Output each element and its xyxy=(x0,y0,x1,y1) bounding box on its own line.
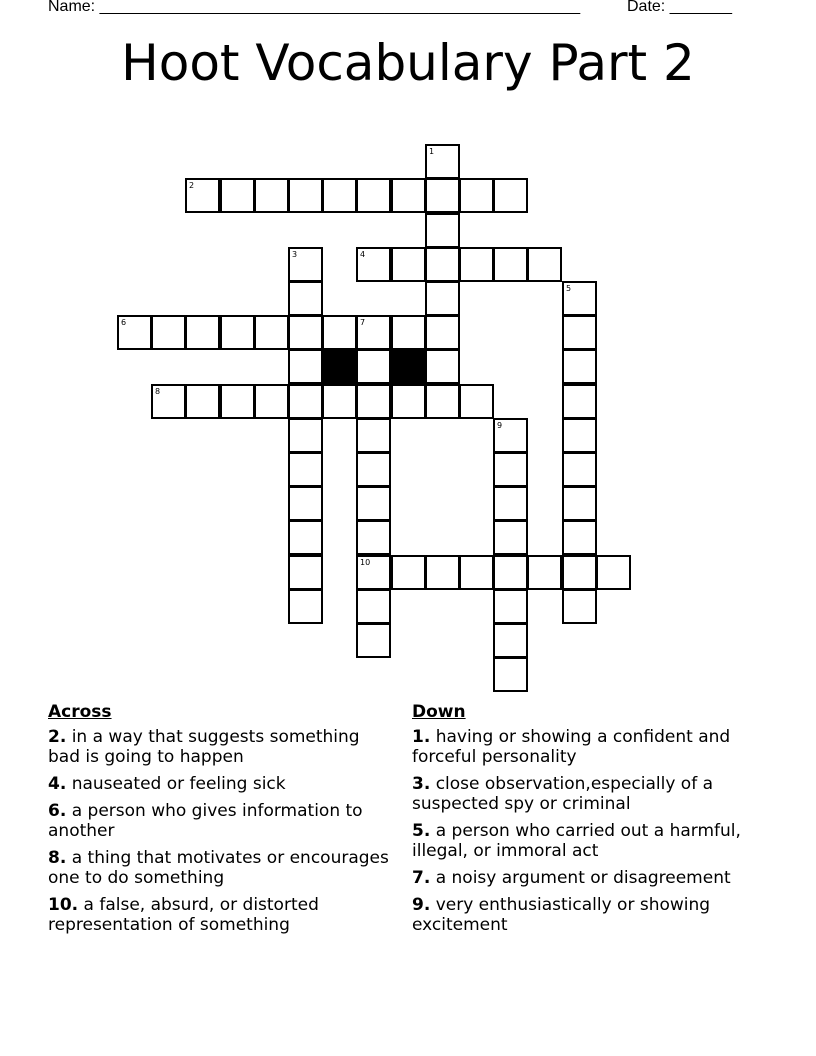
grid-cell[interactable] xyxy=(425,384,460,419)
grid-cell[interactable] xyxy=(391,555,426,590)
across-clues xyxy=(48,702,393,942)
grid-cell[interactable] xyxy=(322,315,357,350)
grid-cell[interactable] xyxy=(254,384,289,419)
clue-item xyxy=(48,727,393,767)
clue-item-text: nauseated or feeling sick xyxy=(66,774,286,794)
clue-item-text: having or showing a confident and forceful personality xyxy=(412,727,731,767)
grid-cell[interactable] xyxy=(356,384,391,419)
name-field-label: Name: ______________________________________________________ xyxy=(48,0,581,15)
clue-item xyxy=(48,801,393,841)
grid-cell[interactable] xyxy=(527,247,562,282)
grid-cell[interactable] xyxy=(288,520,323,555)
clue-item xyxy=(412,774,757,814)
grid-cell[interactable] xyxy=(596,555,631,590)
clue-item xyxy=(412,895,757,935)
grid-cell[interactable] xyxy=(356,555,391,590)
grid-cell[interactable] xyxy=(288,349,323,384)
grid-cell[interactable] xyxy=(493,486,528,521)
grid-cell[interactable] xyxy=(493,452,528,487)
grid-cell[interactable] xyxy=(151,315,186,350)
grid-cell[interactable] xyxy=(322,384,357,419)
clue-number: 1 xyxy=(429,147,435,156)
grid-cell[interactable] xyxy=(288,589,323,624)
grid-cell[interactable] xyxy=(391,315,426,350)
clue-item-number: 5. xyxy=(412,821,431,841)
grid-cell[interactable] xyxy=(562,418,597,453)
grid-cell[interactable] xyxy=(493,178,528,213)
grid-cell[interactable] xyxy=(459,247,494,282)
grid-cell[interactable] xyxy=(254,315,289,350)
grid-cell[interactable] xyxy=(425,213,460,248)
grid-cell[interactable] xyxy=(425,555,460,590)
clue-item xyxy=(412,727,757,767)
clue-item-number: 10. xyxy=(48,895,79,915)
grid-cell[interactable] xyxy=(288,418,323,453)
grid-cell[interactable] xyxy=(562,589,597,624)
grid-cell[interactable] xyxy=(391,247,426,282)
grid-cell[interactable] xyxy=(391,384,426,419)
grid-cell[interactable] xyxy=(459,555,494,590)
grid-cell[interactable] xyxy=(562,281,597,316)
grid-cell[interactable] xyxy=(493,623,528,658)
down-heading: Down xyxy=(412,702,466,722)
clue-item xyxy=(48,895,393,935)
grid-cell[interactable] xyxy=(562,384,597,419)
grid-cell[interactable] xyxy=(425,281,460,316)
clue-number: 10 xyxy=(360,558,371,567)
date-field-label: Date: _______ xyxy=(627,0,732,15)
grid-cell[interactable] xyxy=(562,555,597,590)
clue-item-number: 9. xyxy=(412,895,431,915)
grid-cell[interactable] xyxy=(562,349,597,384)
grid-cell[interactable] xyxy=(185,315,220,350)
clue-item-number: 7. xyxy=(412,868,431,888)
grid-cell[interactable] xyxy=(425,247,460,282)
grid-cell[interactable] xyxy=(391,178,426,213)
grid-cell[interactable] xyxy=(562,520,597,555)
down-clue-list xyxy=(412,727,757,935)
clue-number: 9 xyxy=(497,421,503,430)
grid-cell[interactable] xyxy=(356,178,391,213)
grid-cell[interactable] xyxy=(220,178,255,213)
grid-cell[interactable] xyxy=(185,384,220,419)
grid-cell[interactable] xyxy=(356,486,391,521)
clue-item-text: in a way that suggests something bad is going to happen xyxy=(48,727,360,767)
grid-cell[interactable] xyxy=(493,247,528,282)
down-clues xyxy=(412,702,757,942)
clue-number: 2 xyxy=(189,181,195,190)
grid-cell[interactable] xyxy=(425,315,460,350)
clue-number: 8 xyxy=(155,387,161,396)
grid-cell[interactable] xyxy=(151,384,186,419)
grid-cell[interactable] xyxy=(288,281,323,316)
clue-number: 3 xyxy=(292,250,298,259)
grid-cell[interactable] xyxy=(185,178,220,213)
grid-cell[interactable] xyxy=(356,623,391,658)
grid-cell[interactable] xyxy=(288,247,323,282)
puzzle-title: Hoot Vocabulary Part 2 xyxy=(121,34,695,92)
grid-cell[interactable] xyxy=(562,452,597,487)
clue-item xyxy=(48,774,393,794)
grid-cell[interactable] xyxy=(356,315,391,350)
grid-cell[interactable] xyxy=(356,520,391,555)
clue-item-text: a person who carried out a harmful, illegal, or immoral act xyxy=(412,821,741,861)
clue-item xyxy=(412,868,757,888)
clue-item-number: 1. xyxy=(412,727,431,747)
clue-item-text: a noisy argument or disagreement xyxy=(430,868,731,888)
clue-number: 4 xyxy=(360,250,366,259)
clue-item xyxy=(48,848,393,888)
clue-number: 5 xyxy=(566,284,572,293)
grid-cell[interactable] xyxy=(425,144,460,179)
blocked-cell xyxy=(391,349,426,384)
across-clue-list xyxy=(48,727,393,935)
clue-item-number: 6. xyxy=(48,801,67,821)
grid-cell[interactable] xyxy=(288,178,323,213)
grid-cell[interactable] xyxy=(493,555,528,590)
clue-item xyxy=(412,821,757,861)
grid-cell[interactable] xyxy=(117,315,152,350)
clue-item-number: 4. xyxy=(48,774,67,794)
grid-cell[interactable] xyxy=(425,178,460,213)
grid-cell[interactable] xyxy=(459,384,494,419)
grid-cell[interactable] xyxy=(493,520,528,555)
grid-cell[interactable] xyxy=(288,486,323,521)
grid-cell[interactable] xyxy=(493,418,528,453)
grid-cell[interactable] xyxy=(562,315,597,350)
clue-item-number: 8. xyxy=(48,848,67,868)
clue-item-text: very enthusiastically or showing excitement xyxy=(412,895,711,935)
clue-number: 6 xyxy=(121,318,127,327)
grid-cell[interactable] xyxy=(356,349,391,384)
clue-item-text: a person who gives information to another xyxy=(48,801,363,841)
clue-item-number: 3. xyxy=(412,774,431,794)
grid-cell[interactable] xyxy=(288,315,323,350)
clue-item-text: a thing that motivates or encourages one to do something xyxy=(48,848,389,888)
grid-cell[interactable] xyxy=(288,384,323,419)
across-heading: Across xyxy=(48,702,112,722)
grid-cell[interactable] xyxy=(356,589,391,624)
blocked-cell xyxy=(322,349,357,384)
grid-cell[interactable] xyxy=(493,657,528,692)
grid-cell[interactable] xyxy=(459,178,494,213)
grid-cell[interactable] xyxy=(562,486,597,521)
grid-cell[interactable] xyxy=(322,178,357,213)
clue-item-number: 2. xyxy=(48,727,67,747)
clue-number: 7 xyxy=(360,318,366,327)
grid-cell[interactable] xyxy=(356,452,391,487)
grid-cell[interactable] xyxy=(527,555,562,590)
grid-cell[interactable] xyxy=(220,315,255,350)
grid-cell[interactable] xyxy=(425,349,460,384)
grid-cell[interactable] xyxy=(493,589,528,624)
grid-cell[interactable] xyxy=(288,555,323,590)
grid-cell[interactable] xyxy=(356,247,391,282)
clue-item-text: close observation,especially of a suspected spy or criminal xyxy=(412,774,714,814)
grid-cell[interactable] xyxy=(254,178,289,213)
clue-item-text: a false, absurd, or distorted representation of something xyxy=(48,895,319,935)
grid-cell[interactable] xyxy=(220,384,255,419)
grid-cell[interactable] xyxy=(288,452,323,487)
grid-cell[interactable] xyxy=(356,418,391,453)
